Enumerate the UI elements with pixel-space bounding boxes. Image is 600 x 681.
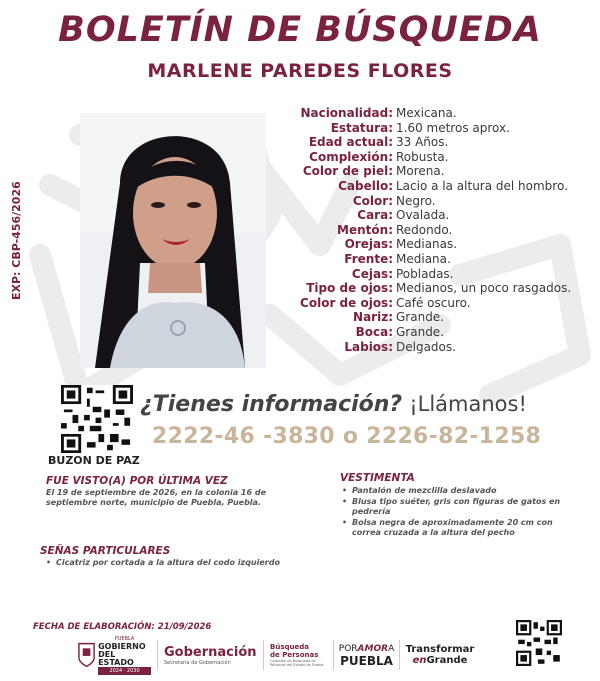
por-text: POR <box>338 644 358 654</box>
en-text: en <box>412 655 427 666</box>
bulletin-title: BOLETÍN DE BÚSQUEDA <box>58 10 542 50</box>
detail-value: Morena. <box>396 164 445 179</box>
detail-value: Mediana. <box>396 251 451 266</box>
transformar-en-grande-logo <box>400 640 480 670</box>
detail-row <box>290 121 600 136</box>
detail-label: Nariz: <box>353 310 393 325</box>
last-seen-text: El 19 de septiembre de 2026, en la colonia 16 de septiembre norte, municipio de Puebla, Puebla. <box>46 488 266 507</box>
detail-row <box>290 340 600 355</box>
clothing-heading: VESTIMENTA <box>340 472 415 484</box>
detail-value: Café oscuro. <box>396 295 471 310</box>
detail-value: Medianas. <box>396 237 458 252</box>
detail-value: 33 Años. <box>396 135 449 150</box>
gobierno-text: GOBIERNO <box>98 642 146 651</box>
detail-label: Cara: <box>357 208 393 223</box>
contact-question <box>140 392 527 417</box>
detail-label: Boca: <box>355 324 393 339</box>
busqueda-text: Búsqueda <box>270 643 309 651</box>
detail-label: Cejas: <box>351 266 393 281</box>
detail-value: 1.60 metros aprox. <box>396 120 510 135</box>
missing-person-name: MARLENE PAREDES FLORES <box>147 60 453 82</box>
a-text: A <box>388 644 395 654</box>
last-seen-heading: FUE VISTO(A) POR ÚLTIMA VEZ <box>46 475 228 487</box>
footer-logos <box>72 638 480 672</box>
gobernacion-sub: Secretaría de Gobernación <box>164 659 231 666</box>
detail-label: Edad actual: <box>308 135 393 150</box>
detail-value: Mexicana. <box>396 106 457 120</box>
del-estado-text: DEL ESTADO <box>98 650 134 667</box>
missing-person-photo <box>80 113 266 368</box>
amor-text: AMOR <box>357 644 389 654</box>
transformar-text: Transformar <box>405 644 475 655</box>
creation-date: FECHA DE ELABORACIÓN: 21/09/2026 <box>33 622 212 632</box>
detail-row <box>290 106 600 121</box>
distinguishing-marks-heading: SEÑAS PARTICULARES <box>40 545 171 557</box>
clothing-item: • Blusa tipo suéter, gris con figuras de gatos en pedrería <box>342 497 564 517</box>
detail-row <box>290 325 600 340</box>
busqueda-sub: Comisión de Búsqueda de Personas del Estado de Puebla <box>270 659 324 667</box>
detail-value: Negro. <box>396 193 436 208</box>
detail-value: Grande. <box>396 310 445 325</box>
mark-item: • Cicatriz por cortada a la altura del codo izquierdo <box>46 558 346 568</box>
detail-value: Redondo. <box>396 222 453 237</box>
qr-code[interactable] <box>61 385 133 453</box>
detail-row <box>290 237 600 252</box>
footer-qr-code[interactable] <box>516 620 562 666</box>
case-number: EXP: CBP-456/2026 <box>10 181 23 300</box>
detail-label: Frente: <box>344 251 393 266</box>
detail-row <box>290 223 600 238</box>
call-us: ¡Llámanos! <box>409 392 527 416</box>
detail-label: Orejas: <box>344 237 393 252</box>
gobierno-small-text: PUEBLA <box>114 636 135 642</box>
detail-label: Complexión: <box>309 149 393 164</box>
detail-row <box>290 310 600 325</box>
detail-label: Color de piel: <box>302 164 393 179</box>
detail-value: Pobladas. <box>396 266 454 281</box>
detail-label: Estatura: <box>330 120 393 135</box>
shield-icon <box>78 642 95 668</box>
detail-value: Ovalada. <box>396 208 450 223</box>
clothing-item: • Pantalón de mezclilla deslavado <box>342 486 564 496</box>
physical-description <box>290 106 600 354</box>
grande-text: Grande <box>426 655 468 666</box>
detail-label: Labios: <box>344 339 393 354</box>
detail-value: Robusta. <box>396 149 449 164</box>
distinguishing-marks-list <box>46 558 346 569</box>
detail-value: Grande. <box>396 324 445 339</box>
puebla-text: PUEBLA <box>340 654 393 668</box>
detail-label: Color: <box>352 193 393 208</box>
detail-row <box>290 164 600 179</box>
detail-row <box>290 194 600 209</box>
gobernacion-logo <box>158 640 264 670</box>
detail-value: Medianos, un poco rasgados. <box>396 281 572 296</box>
detail-row <box>290 296 600 311</box>
clothing-list <box>342 486 564 539</box>
detail-row <box>290 281 600 296</box>
gobernacion-text: Gobernación <box>164 644 257 660</box>
busqueda-logo <box>264 640 334 670</box>
phone-numbers[interactable]: 2222-46 -3830 o 2226-82-1258 <box>152 424 542 449</box>
detail-label: Nacionalidad: <box>300 106 393 120</box>
detail-row <box>290 150 600 165</box>
detail-label: Cabello: <box>338 178 393 193</box>
detail-label: Mentón: <box>337 222 393 237</box>
buzon-de-paz-label: BUZON DE PAZ <box>48 454 140 467</box>
de-personas-text: de Personas <box>270 651 319 659</box>
detail-label: Color de ojos: <box>300 295 393 310</box>
detail-row <box>290 208 600 223</box>
gobierno-puebla-logo <box>72 636 158 674</box>
detail-row <box>290 252 600 267</box>
detail-row <box>290 135 600 150</box>
detail-label: Tipo de ojos: <box>306 281 393 296</box>
detail-row <box>290 267 600 282</box>
detail-value: Lacio a la altura del hombro. <box>396 178 568 193</box>
detail-value: Delgados. <box>396 339 456 354</box>
clothing-item: • Bolsa negra de aproximadamente 20 cm con correa cruzada a la altura del pecho <box>342 518 564 538</box>
years-text: 2024 · 2030 <box>98 667 151 675</box>
info-question: ¿Tienes información? <box>140 392 403 417</box>
detail-row <box>290 179 600 194</box>
por-amor-a-puebla-logo <box>334 640 400 670</box>
